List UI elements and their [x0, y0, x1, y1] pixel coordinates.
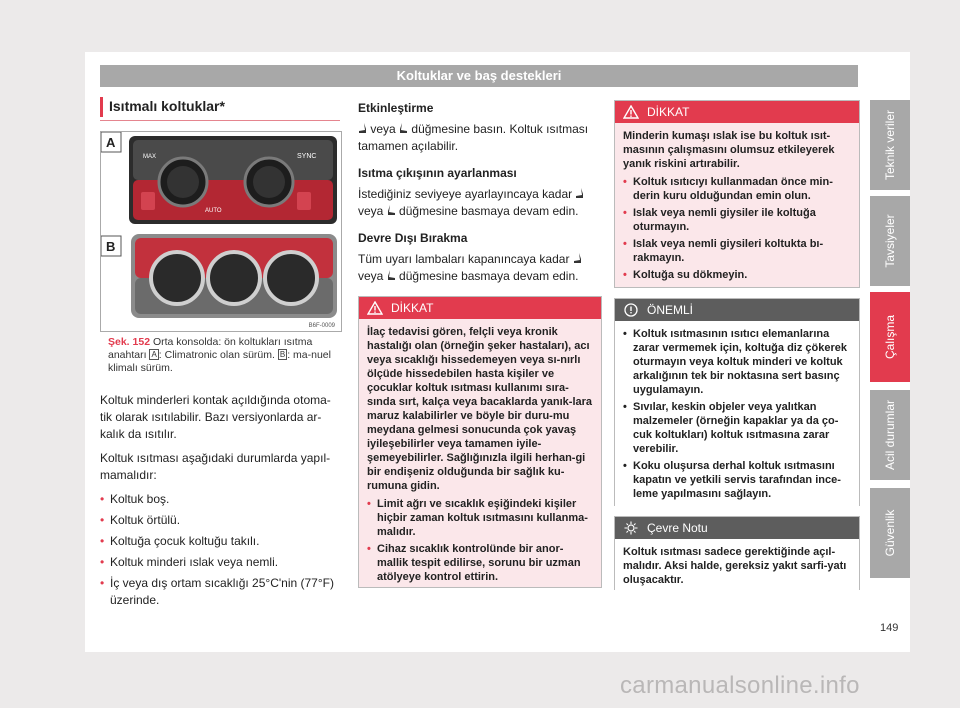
bullet-icon: • — [623, 460, 627, 472]
tab-guvenlik[interactable]: Güvenlik — [870, 488, 910, 578]
seat-heat-right-icon — [387, 205, 396, 216]
section-title: Isıtmalı koltuklar* — [100, 97, 349, 117]
warning-paragraph: Minderin kumaşı ıslak ise bu koltuk ısıt-masının çalışmasını olumsuz etkileyerek yanık riskini artırabilir. — [623, 130, 835, 170]
intro-column — [100, 392, 340, 613]
conditions-list — [100, 491, 340, 609]
activation-heading: Etkinleştirme — [358, 101, 434, 115]
bullet-icon: • — [623, 207, 627, 219]
list-item: • Cihaz sıcaklık kontrolünde bir anor-mallik tespit edilirse, sorunu bir uzman atölyeye kontrol ettirin. — [367, 543, 581, 583]
warning-box-medical — [358, 296, 602, 588]
list-item: • Koku oluşursa derhal koltuk ısıtmasını kapatın ve yetkili servis tarafından ince-leme yapılmasını sağlayın. — [623, 460, 841, 500]
list-item: • Sıvılar, keskin objeler veya yalıtkan malzemeler (örneğin kapaklar ya da ço-cuk koltukları) koltuk ısıtmasına zarar verebilir. — [623, 401, 839, 455]
list-item: • Koltuk minderi ıslak veya nemli. — [100, 555, 279, 569]
bullet-icon: • — [367, 543, 371, 555]
seat-heat-left-icon — [575, 188, 584, 199]
warning-body — [359, 319, 601, 593]
bullet-icon: • — [100, 534, 105, 548]
list-item: • Koltuğa çocuk koltuğu takılı. — [100, 534, 260, 548]
tab-acil-durumlar[interactable]: Acil durumlar — [870, 390, 910, 480]
intro-paragraph: Koltuk minderleri kontak açıldığında otoma-tik olarak ısıtılabilir. Bazı versiyonlarda ar-kalık da ısıtılır. — [100, 393, 331, 441]
figure-label-a: A — [106, 135, 116, 150]
seat-heat-right-icon — [399, 123, 408, 134]
list-item: • Koltuk ısıtmasının ısıtıcı elemanlarına zarar vermemek için, koltuğa diz çökerek oturmayın veya koltuk minderi ve koltuk arkalığının tek bir noktasına sert basınç uygulamayın. — [623, 328, 847, 396]
page-number: 149 — [880, 622, 899, 634]
figure-ref: Şek. 152 — [108, 336, 151, 348]
key-b: B — [279, 350, 286, 359]
notice-header: ÖNEMLİ — [615, 299, 859, 321]
bullet-icon: • — [367, 498, 371, 510]
key-a: A — [151, 350, 157, 359]
instructions-column — [358, 100, 600, 295]
environment-note-box — [614, 516, 860, 590]
figure-code: B6F-0009 — [308, 323, 335, 329]
figure-label-b: B — [106, 239, 116, 254]
max-label: MAX — [143, 154, 157, 160]
section-divider — [100, 120, 340, 121]
notice-box — [614, 298, 860, 506]
bullet-icon: • — [623, 401, 627, 413]
activation-text: veya düğmesine basın. Koltuk ısıtması tamamen açılabilir. — [358, 122, 589, 153]
seat-heat-right-icon — [387, 270, 396, 281]
warning-box-wet — [614, 100, 860, 288]
list-item: • İç veya dış ortam sıcaklığı 25°C'nin (77°F) üzerinde. — [100, 576, 334, 607]
tab-teknik-veriler[interactable]: Teknik veriler — [870, 100, 910, 190]
list-item: • Islak veya nemli giysileri koltukta bı-rakmayın. — [623, 238, 824, 264]
bullet-icon: • — [623, 238, 627, 250]
watermark: carmanualsonline.info — [620, 672, 860, 699]
environment-paragraph: Koltuk ısıtması sadece gerektiğinde açıl-malıdır. Aksi halde, gereksiz yakıt sarfi-yatı oluşacaktır. — [623, 546, 847, 586]
caption-text-1: Orta konsolda: ön koltukları ısıtma anahtarı — [108, 336, 313, 361]
auto-label: AUTO — [205, 208, 222, 214]
climate-panel-illustration — [101, 132, 341, 331]
seat-heat-left-icon — [573, 253, 582, 264]
bullet-icon: • — [623, 328, 627, 340]
list-item: • Limit ağrı ve sıcaklık eşiğindeki kişiler hiçbir zaman koltuk ısıtmasını kullanma-malıdır. — [367, 498, 588, 538]
deactivation-heading: Devre Dışı Bırakma — [358, 231, 468, 245]
seat-heat-left-icon — [141, 192, 155, 210]
warning-triangle-icon — [623, 105, 639, 119]
caption-text-2: : Climatronic olan sürüm. — [158, 349, 275, 361]
adjust-heading: Isıtma çıkışının ayarlanması — [358, 166, 517, 180]
sync-label: SYNC — [297, 153, 317, 160]
bullet-icon: • — [100, 492, 105, 506]
leaf-icon — [623, 521, 639, 535]
warning-header: DİKKAT — [615, 101, 859, 123]
environment-header: Çevre Notu — [615, 517, 859, 539]
warning-body — [615, 123, 859, 291]
tab-calisma[interactable]: Çalışma — [870, 292, 910, 382]
list-item: • Islak veya nemli giysiler ile koltuğa oturmayın. — [623, 207, 816, 233]
caption-text-3: : ma-nuel klimalı sürüm. — [108, 349, 331, 374]
list-item: • Koltuk boş. — [100, 492, 170, 506]
adjust-text: İstediğiniz seviyeye ayarlayıncaya kadar veya düğmesine basmaya devam edin. — [358, 186, 600, 220]
figure-152 — [100, 131, 342, 332]
list-item: • Koltuk örtülü. — [100, 513, 181, 527]
conditions-intro: Koltuk ısıtması aşağıdaki durumlarda yapıl-mamalıdır: — [100, 451, 331, 482]
environment-body — [615, 539, 859, 593]
bullet-icon: • — [100, 513, 105, 527]
warning-triangle-icon — [367, 301, 383, 315]
warning-header: DİKKAT — [359, 297, 601, 319]
list-item: • Koltuğa su dökmeyin. — [623, 269, 748, 281]
notice-body — [615, 321, 859, 510]
bullet-icon: • — [623, 269, 627, 281]
seat-heat-left-icon — [358, 123, 367, 134]
tab-tavsiyeler[interactable]: Tavsiyeler — [870, 196, 910, 286]
figure-caption — [108, 336, 340, 375]
seat-heat-right-icon — [297, 192, 311, 210]
info-circle-icon — [623, 303, 639, 317]
bullet-icon: • — [100, 555, 105, 569]
deactivation-text: Tüm uyarı lambaları kapanıncaya kadar veya düğmesine basmaya devam edin. — [358, 251, 600, 285]
list-item: • Koltuk ısıtıcıyı kullanmadan önce min-derin kuru olduğundan emin olun. — [623, 176, 833, 202]
bullet-icon: • — [623, 176, 627, 188]
warning-paragraph: İlaç tedavisi gören, felçli veya kronik hastalığı olan (örneğin şeker hastaları), acı veya sıcaklığı hissedemeyen veya sı-nırlı ölçüde hissedebilen hasta kişiler ve çocuklar koltuk ısıtması kullanımı sıra-sında sırt, kalça veya bacaklarda yanık-lara maruz kalabilirler ve böyle bir duru-mu meydana gelmesi sonucunda çok yavaş iyileşebilirler veya tamamen iyile-şemeyebilirler. Sağlığınızla ilgili herhan-gi bir endişeniz olduğunda bir sağlık ku-rumuna gidin. — [367, 326, 593, 492]
chapter-header: Koltuklar ve baş destekleri — [100, 65, 858, 87]
bullet-icon: • — [100, 576, 105, 590]
